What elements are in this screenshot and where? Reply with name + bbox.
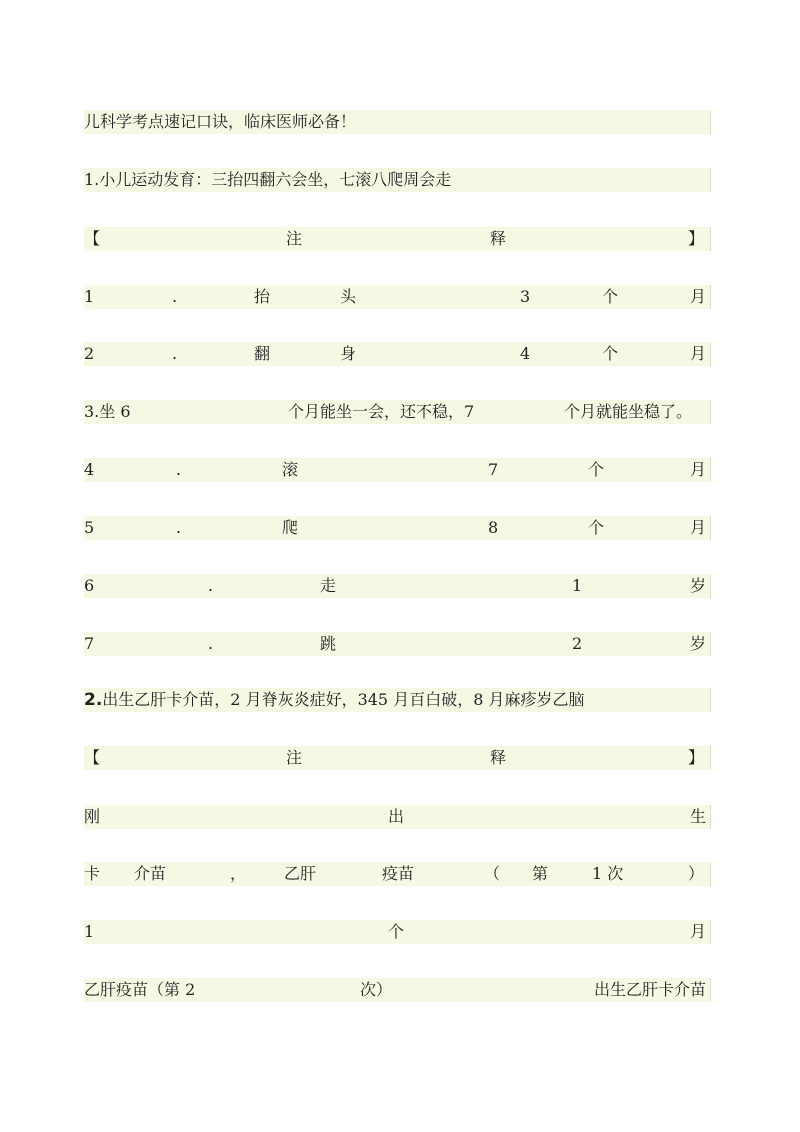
row-word-b: 出 [388,807,405,826]
row-unit-yue: 月 [689,922,706,941]
milestone-row-4 [84,458,711,482]
doc-title [84,110,711,134]
row-num: 4 [84,460,95,479]
row-dot: . [172,287,178,306]
row-word: 跳 [320,634,337,653]
row-word-yimiao: 疫苗 [382,864,415,883]
row-unit-yue: 月 [689,344,706,363]
row-age: 1 [572,576,583,595]
row-word-a: 刚 [84,807,101,826]
note-char-shi: 释 [490,748,507,767]
row-dot: . [172,344,178,363]
row-word-a: 翻 [254,344,271,363]
row-num: 6 [84,576,95,595]
vaccine-row-2 [84,862,711,886]
row-paren-open: （ [484,864,501,883]
row-dot: . [176,460,182,479]
row-word-b: 头 [340,287,357,306]
row-dot: . [176,518,182,537]
row-word-c: 生 [689,807,706,826]
row-sit-start: 3.坐 6 [84,402,131,421]
row-num: 1 [84,287,95,306]
note-char-zhu: 注 [286,229,303,248]
row-word-a: 抬 [254,287,271,306]
row-word: 滚 [282,460,299,479]
note-bracket-open: 【 [84,748,101,767]
note-bracket-close: 】 [687,229,704,248]
row-unit-yue: 月 [689,518,706,537]
milestone-row-6 [84,574,711,598]
milestone-row-1 [84,285,711,309]
row-age: 7 [488,460,499,479]
milestone-row-7 [84,632,711,656]
row-word-ka: 卡 [84,864,101,883]
row-second-dose: 乙肝疫苗（第 2 [84,980,196,999]
row-num: 1 [84,922,95,941]
section2-heading-text: 出生乙肝卡介苗，2 月脊灰炎症好，345 月百白破，8 月麻疹岁乙脑 [102,690,585,709]
row-unit-ge: 个 [388,922,405,941]
row-unit-ge: 个 [602,344,619,363]
row-age: 3 [520,287,531,306]
doc-title-text: 儿科学考点速记口诀，临床医师必备！ [84,112,357,131]
row-unit-ge: 个 [588,460,605,479]
row-word-yigan: 乙肝 [284,864,317,883]
row-paren-close: ） [687,864,704,883]
row-age: 8 [488,518,499,537]
row-word-b: 身 [340,344,357,363]
row-dot: . [208,576,214,595]
row-sit-end: 个月就能坐稳了。 [564,402,693,421]
row-word: 走 [320,576,337,595]
note-char-shi: 释 [490,229,507,248]
row-unit-yue: 月 [689,287,706,306]
row-num: 2 [84,344,95,363]
section2-heading-number: 2. [84,690,103,710]
row-unit-ge: 个 [588,518,605,537]
row-dose-count: 1 次 [592,864,624,883]
row-birth-vaccines: 出生乙肝卡介苗 [593,980,706,999]
note-bracket-close: 】 [687,748,704,767]
row-word: 爬 [282,518,299,537]
section1-heading-text: 1.小儿运动发育：三抬四翻六会坐，七滚八爬周会走 [84,170,452,189]
vaccine-row-4 [84,978,711,1002]
row-num: 7 [84,634,95,653]
row-age: 2 [572,634,583,653]
row-word-di: 第 [532,864,549,883]
row-age: 4 [520,344,531,363]
row-unit-sui: 岁 [689,634,706,653]
row-comma: ， [230,864,247,883]
row-sit-middle: 个月能坐一会，还不稳，7 [288,402,475,421]
row-unit-yue: 月 [689,460,706,479]
vaccine-row-3 [84,920,711,944]
row-dot: . [208,634,214,653]
vaccine-row-1 [84,805,711,829]
milestone-row-2 [84,342,711,366]
row-word-jiemiao: 介苗 [134,864,167,883]
row-unit-ge: 个 [602,287,619,306]
section1-heading [84,168,711,192]
section2-note-row [84,746,711,770]
row-unit-sui: 岁 [689,576,706,595]
note-bracket-open: 【 [84,229,101,248]
row-num: 5 [84,518,95,537]
section1-note-row [84,227,711,251]
milestone-row-5 [84,516,711,540]
milestone-row-3 [84,400,711,424]
note-char-zhu: 注 [286,748,303,767]
section2-heading [84,688,711,712]
row-ci: 次） [360,980,393,999]
